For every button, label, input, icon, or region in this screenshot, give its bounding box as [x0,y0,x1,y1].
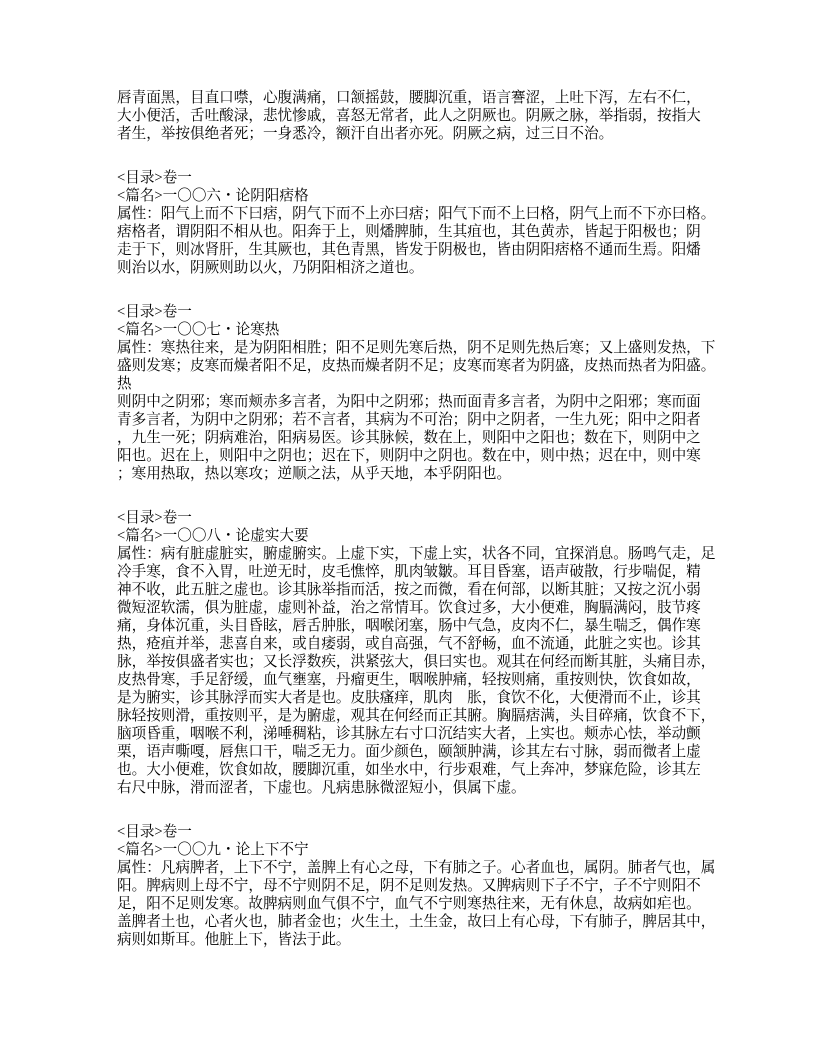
text-line: 青多言者，为阴中之阴邪；若不言者，其病为不可治；阴中之阴者，一生九死；阳中之阳者 [117,412,701,428]
text-line: 大小便活，舌吐酸渌，悲忧惨戚，喜怒无常者，此人之阴厥也。阴厥之脉，举指弱，按指大 [117,108,701,124]
text-line: 属性：凡病脾者，上下不宁，盖脾上有心之母，下有肺之子。心者血也，属阴。肺者气也，属 [117,860,716,876]
text-line: ，九生一死；阴病难治，阳病易医。诊其脉候，数在上，则阳中之阳也；数在下，则阴中之 [117,430,701,446]
text-line: 微短涩软濡，俱为脏虚，虚则补益，治之常情耳。饮食过多，大小便难，胸膈满闷，肢节疼 [117,600,701,616]
text-line: <目录>卷一 [117,304,192,320]
text-line: <篇名>一〇〇六・论阴阳痞格 [117,188,309,204]
paragraph-yinjue-continuation [117,89,718,143]
section-1008-lun-xushi-dayao [117,509,718,797]
text-line: 痞格者，谓阴阳不相从也。阳奔于上，则燔脾肺，生其疽也，其色黄赤，皆起于阳极也；阴 [117,224,701,240]
text-line: <篇名>一〇〇七・论寒热 [117,322,280,338]
text-line: 痛，身体沉重，头目昏眩，唇舌肿胀，咽喉闭塞，肠中气急，皮肉不仁，暴生喘乏，偶作寒 [117,618,701,634]
text-line: 脉轻按则滑，重按则平，是为腑虚，观其在何经而正其腑。胸膈痞满，头目碎痛，饮食不下， [117,708,716,724]
text-line: 属性：病有脏虚脏实，腑虚腑实。上虚下实，下虚上实，状各不同，宜探消息。肠鸣气走，足 [117,546,716,562]
text-line: 是为腑实，诊其脉浮而实大者是也。皮肤瘙痒，肌肉 胀，食饮不化，大便滑而不止，诊其 [117,690,701,706]
text-line: 病则如斯耳。他脏上下，皆法于此。 [117,932,351,948]
text-line: 脑项昏重，咽喉不利，涕唾稠粘，诊其脉左右寸口沉结实大者，上实也。颊赤心怯，举动颤 [117,726,701,742]
section-1007-lun-hanre [117,303,718,483]
text-line: 皮热骨寒，手足舒缓，血气壅塞，丹瘤更生，咽喉肿痛，轻按则痛，重按则快，饮食如故， [117,672,701,688]
text-line: 冷手寒，食不入胃，吐逆无时，皮毛憔悴，肌肉皱皺。耳目昏塞，语声破散，行步喘促，精 [117,564,701,580]
section-1006-lun-yinyang-pige [117,169,718,277]
text-line: <目录>卷一 [117,510,192,526]
text-line: ；寒用热取，热以寒攻；逆顺之法，从乎天地，本乎阴阳也。 [117,466,512,482]
text-line: 神不收，此五脏之虚也。诊其脉举指而活，按之而微，看在何部，以断其脏；又按之沉小弱 [117,582,701,598]
text-line: 属性：阳气上而不下曰痞，阴气下而不上亦曰痞；阳气下而不上曰格，阴气上而不下亦曰格。 [117,206,716,222]
text-line: 足，阳不足则发寒。故脾病则血气俱不宁，血气不宁则寒热往来，无有休息，故病如疟也。 [117,896,701,912]
text-line: 属性：寒热往来，是为阴阳相胜；阳不足则先寒后热，阴不足则先热后寒；又上盛则发热，下 [117,340,716,356]
text-line: 阳。脾病则上母不宁，母不宁则阴不足，阴不足则发热。又脾病则下子不宁，子不宁则阳不 [117,878,701,894]
text-line: 右尺中脉，滑而涩者，下虚也。凡病患脉微涩短小，俱属下虚。 [117,780,526,796]
text-line: 盛则发寒；皮寒而燥者阳不足，皮热而燥者阴不足；皮寒而寒者为阴盛，皮热而热者为阳盛。 [117,358,716,374]
text-line: <目录>卷一 [117,170,192,186]
document-body [117,89,718,949]
text-line: 热 [117,376,132,392]
text-line: 栗，语声嘶嘎，唇焦口干，喘乏无力。面少颜色，颐颔肿满，诊其左右寸脉，弱而微者上虚 [117,744,701,760]
text-line: 则阴中之阴邪；寒而颊赤多言者，为阳中之阴邪；热而面青多言者，为阴中之阳邪；寒而面 [117,394,701,410]
text-line: 则治以水，阴厥则助以火，乃阴阳相济之道也。 [117,260,424,276]
text-line: 走于下，则冰肾肝，生其厥也，其色青黑，皆发于阴极也，皆由阴阳痞格不通而生焉。阳燔 [117,242,701,258]
text-line: 脉，举按俱盛者实也；又长浮数疾，洪紧弦大，俱曰实也。观其在何经而断其脏，头痛目赤， [117,654,716,670]
text-line: 热，疮疽并举，悲喜自来，或自痿弱，或自高强，气不舒畅，血不流通，此脏之实也。诊其 [117,636,701,652]
text-line: <篇名>一〇〇九・论上下不宁 [117,842,309,858]
text-line: 盖脾者土也，心者火也，肺者金也；火生土，土生金，故曰上有心母，下有肺子，脾居其中， [117,914,716,930]
text-line: 唇青面黑，目直口噤，心腹满痛，口颔摇鼓，腰脚沉重，语言謇涩，上吐下泻，左右不仁， [117,90,701,106]
text-line: <篇名>一〇〇八・论虚实大要 [117,528,309,544]
text-line: 者生，举按俱绝者死；一身悉冷，额汗自出者亦死。阴厥之病，过三日不治。 [117,126,614,142]
text-line: <目录>卷一 [117,824,192,840]
section-1009-lun-shangxia-buning [117,823,718,949]
text-line: 阳也。迟在上，则阳中之阴也；迟在下，则阴中之阴也。数在中，则中热；迟在中，则中寒 [117,448,701,464]
text-line: 也。大小便难，饮食如故，腰脚沉重，如坐水中，行步艰难，气上奔冲，梦寐危险，诊其左 [117,762,701,778]
